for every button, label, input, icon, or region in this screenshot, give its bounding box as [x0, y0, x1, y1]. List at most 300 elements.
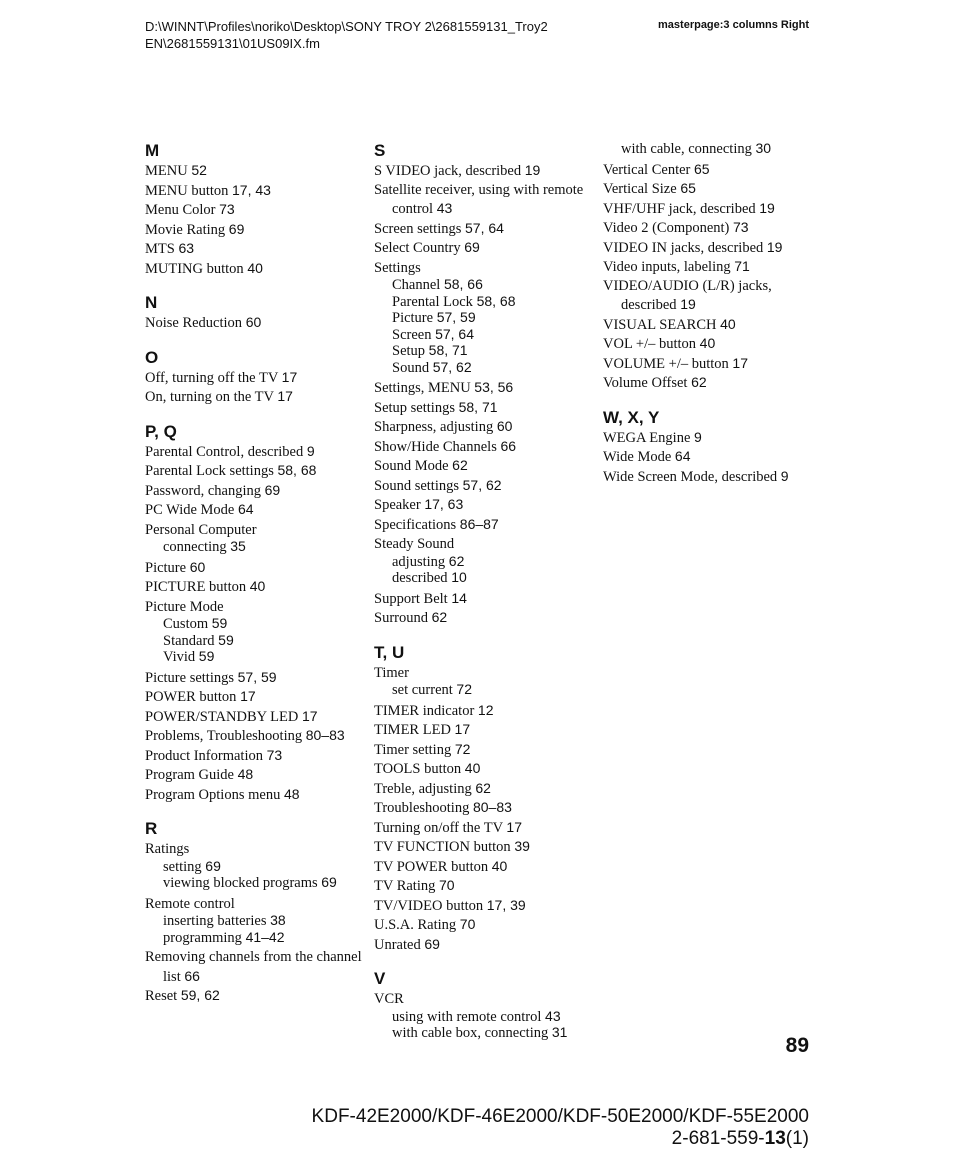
index-entry [603, 315, 828, 335]
index-entry [603, 277, 828, 315]
index-entry [603, 334, 828, 354]
index-subentry [374, 360, 599, 377]
entry-pages: 59 [211, 615, 228, 631]
entry-pages: 71 [734, 258, 750, 274]
model-footer [312, 1106, 809, 1150]
entry-text: Picture [145, 559, 187, 576]
entry-pages: 69 [264, 481, 281, 498]
entry-pages: 52 [191, 162, 207, 178]
entry-pages: 69 [424, 935, 440, 952]
index-entry [145, 707, 370, 727]
entry-text: Vivid [163, 649, 196, 665]
entry-pages: 9 [306, 442, 315, 459]
entry-text: Video inputs, labeling [603, 259, 731, 275]
index-entry [145, 765, 370, 785]
entry-text: VIDEO IN jacks, described [603, 239, 764, 256]
entry-text: TV Rating [374, 878, 436, 894]
entry-text: POWER/STANDBY LED [145, 708, 299, 725]
index-subentries [145, 859, 370, 892]
index-subentry [374, 1025, 599, 1042]
entry-text: Problems, Troubleshooting [145, 728, 303, 744]
entry-text: Personal Computer [145, 521, 257, 538]
entry-pages: 70 [438, 877, 455, 893]
entry-text: connecting [163, 539, 227, 555]
entry-text: using with remote control [392, 1008, 542, 1025]
entry-text: Sound [392, 359, 430, 376]
index-entry [374, 837, 599, 857]
index-subentry [374, 277, 599, 294]
entry-text: PICTURE button [145, 579, 247, 595]
entry-text: Setup [392, 343, 426, 359]
section-heading: S [374, 141, 386, 160]
index-section [145, 422, 370, 805]
entry-text: Picture settings [145, 669, 235, 686]
entry-pages: 69 [321, 874, 337, 890]
index-entry [374, 161, 599, 181]
entry-pages: 62 [452, 457, 468, 473]
entry-pages: 65 [694, 160, 710, 177]
index-entry [603, 218, 828, 238]
document-code-prefix: 2-681-559- [671, 1128, 765, 1149]
entry-pages: 72 [454, 740, 471, 757]
index-subentry [603, 141, 828, 158]
section-heading: M [145, 141, 160, 160]
section-heading: P, Q [145, 421, 177, 441]
index-entry [145, 368, 370, 388]
entry-pages: 57, 59 [436, 309, 476, 325]
index-section [374, 969, 599, 1042]
entry-pages: 12 [477, 701, 494, 718]
entry-text: Show/Hide Channels [374, 438, 497, 455]
entry-text: Turning on/off the TV [374, 819, 503, 836]
entry-pages: 35 [230, 538, 246, 554]
entry-text: MENU [145, 163, 188, 179]
entry-pages: 17, 63 [424, 496, 464, 512]
entry-text: Program Guide [145, 767, 234, 783]
entry-pages: 43 [545, 1007, 561, 1024]
entry-text: MENU button [145, 182, 229, 199]
entry-text: programming [163, 929, 242, 946]
entry-text: Sound Mode [374, 458, 449, 474]
entry-pages: 19 [759, 199, 775, 216]
index-section [374, 141, 599, 628]
entry-pages: 17 [240, 688, 256, 704]
index-subentry [374, 554, 599, 571]
index-entry [145, 577, 370, 597]
index-subentry [145, 539, 370, 556]
entry-text: Noise Reduction [145, 315, 243, 331]
masterpage-label: masterpage:3 columns Right [658, 19, 809, 31]
entry-text: Timer setting [374, 741, 452, 758]
index-entry [145, 387, 370, 407]
index-entry [374, 589, 599, 609]
index-entry [145, 668, 370, 688]
index-subentry [145, 930, 370, 947]
entry-pages: 70 [459, 916, 476, 932]
entry-text: S VIDEO jack, described [374, 163, 522, 179]
entry-pages: 59 [218, 631, 234, 648]
index-entry [374, 417, 599, 437]
entry-text: Custom [163, 616, 209, 632]
section-heading: R [145, 819, 158, 838]
entry-pages: 63 [178, 240, 195, 256]
entry-text: set current [392, 682, 453, 698]
index-section [145, 293, 370, 333]
entry-pages: 62 [691, 374, 707, 390]
entry-pages: 86–87 [459, 515, 499, 532]
entry-text: MUTING button [145, 260, 244, 277]
entry-text: described [392, 570, 448, 586]
entry-pages: 60 [189, 558, 206, 575]
entry-pages: 80–83 [305, 727, 345, 743]
entry-pages: 58, 71 [428, 342, 468, 358]
entry-pages: 65 [680, 180, 696, 196]
index-entry [145, 894, 370, 914]
index-subentry [374, 310, 599, 327]
entry-text: adjusting [392, 553, 446, 570]
entry-text: Menu Color [145, 202, 216, 218]
entry-pages: 59, 62 [180, 987, 220, 1003]
index-entry [145, 948, 370, 986]
index-subentries [374, 1009, 599, 1042]
index-entry [374, 989, 599, 1009]
entry-pages: 72 [456, 681, 472, 697]
entry-text: Setup settings [374, 399, 455, 416]
entry-pages: 48 [283, 785, 300, 802]
index-entry [603, 467, 828, 487]
index-section [145, 819, 370, 1006]
entry-text: Volume Offset [603, 375, 688, 391]
entry-pages: 58, 66 [443, 276, 483, 292]
index-subentry [145, 875, 370, 892]
entry-text: Channel [392, 277, 441, 293]
entry-pages: 10 [451, 569, 467, 585]
entry-pages: 59 [198, 648, 215, 664]
index-entry [145, 481, 370, 501]
index-entry [374, 935, 599, 955]
entry-text: setting [163, 858, 202, 875]
index-entry [603, 428, 828, 448]
entry-pages: 43 [436, 200, 453, 216]
index-entry [603, 160, 828, 180]
entry-pages: 57, 64 [465, 219, 504, 236]
entry-text: Timer [374, 664, 409, 681]
entry-pages: 57, 64 [435, 325, 475, 342]
index-entry [145, 746, 370, 766]
entry-text: with cable box, connecting [392, 1025, 549, 1041]
index-subentry [145, 616, 370, 633]
entry-pages: 69 [464, 239, 480, 255]
index-entry [145, 597, 370, 617]
entry-text: On, turning on the TV [145, 389, 274, 405]
entry-pages: 48 [237, 766, 254, 782]
index-column-1 [145, 141, 370, 1006]
index-entry [374, 720, 599, 740]
entry-pages: 53, 56 [474, 379, 514, 395]
entry-pages: 39 [514, 838, 530, 854]
entry-pages: 80–83 [472, 799, 512, 815]
entry-text: TIMER indicator [374, 702, 475, 719]
index-entry [145, 839, 370, 859]
entry-pages: 17 [281, 368, 298, 385]
index-subentry [145, 633, 370, 650]
index-entry [145, 259, 370, 279]
entry-text: VISUAL SEARCH [603, 316, 717, 333]
entry-text: viewing blocked programs [163, 875, 318, 891]
entry-text: Settings, MENU [374, 380, 471, 396]
index-subentry [145, 913, 370, 930]
entry-pages: 14 [451, 589, 467, 606]
index-entry [603, 373, 828, 393]
section-heading: O [145, 347, 159, 367]
index-entry [374, 534, 599, 554]
entry-text: Movie Rating [145, 221, 226, 238]
entry-text: Picture [392, 310, 434, 326]
entry-pages: 9 [694, 428, 702, 445]
entry-text: VCR [374, 991, 404, 1007]
index-entry [145, 461, 370, 481]
document-code-bold: 13 [764, 1128, 786, 1149]
entry-pages: 73 [266, 746, 283, 763]
index-entry [145, 200, 370, 220]
entry-text: Specifications [374, 516, 457, 533]
file-path-line-2: EN\2681559131\01US09IX.fm [145, 36, 320, 51]
index-entry [145, 785, 370, 805]
entry-text: Removing channels from the channel list [145, 949, 362, 985]
entry-pages: 60 [496, 418, 513, 434]
entry-text: TV FUNCTION button [374, 839, 511, 855]
entry-text: Parental Lock [392, 293, 473, 310]
entry-pages: 19 [680, 296, 696, 312]
index-entry [145, 500, 370, 520]
entry-pages: 40 [720, 315, 736, 332]
file-path-header [145, 18, 548, 52]
entry-pages: 40 [699, 335, 716, 351]
entry-pages: 38 [270, 912, 286, 928]
index-subentries [374, 554, 599, 587]
entry-pages: 57, 62 [432, 358, 472, 375]
entry-pages: 57, 62 [462, 476, 502, 493]
index-entry [374, 456, 599, 476]
entry-text: Password, changing [145, 482, 261, 499]
entry-pages: 17, 39 [486, 896, 526, 913]
index-entry [374, 476, 599, 496]
index-entry [145, 558, 370, 578]
index-entry [145, 220, 370, 240]
section-heading: N [145, 293, 158, 312]
entry-pages: 40 [247, 259, 263, 276]
entry-pages: 62 [475, 779, 491, 796]
index-entry [374, 437, 599, 457]
entry-pages: 17 [277, 388, 293, 404]
index-entry [603, 447, 828, 467]
entry-text: Support Belt [374, 590, 448, 607]
entry-text: Wide Mode [603, 449, 672, 465]
entry-text: Remote control [145, 895, 235, 912]
entry-text: Sound settings [374, 477, 459, 494]
entry-text: Select Country [374, 240, 461, 256]
index-subentry [374, 682, 599, 699]
index-entry [145, 986, 370, 1006]
index-entry [374, 818, 599, 838]
index-subentry [374, 1009, 599, 1026]
entry-pages: 69 [228, 220, 245, 237]
index-entry [374, 740, 599, 760]
entry-text: VIDEO/AUDIO (L/R) jacks, described [603, 277, 772, 313]
index-section [603, 160, 828, 393]
entry-text: Vertical Center [603, 161, 691, 178]
entry-text: VOLUME +/– button [603, 355, 729, 372]
entry-text: Steady Sound [374, 536, 455, 552]
index-subentries [145, 913, 370, 946]
entry-pages: 66 [184, 967, 200, 984]
entry-pages: 17, 43 [232, 181, 271, 198]
entry-pages: 58, 68 [476, 292, 516, 309]
entry-text: MTS [145, 241, 175, 257]
entry-text: Wide Screen Mode, described [603, 468, 778, 485]
document-code [312, 1128, 809, 1150]
entry-text: Picture Mode [145, 598, 224, 615]
entry-text: Surround [374, 610, 428, 626]
entry-pages: 58, 71 [458, 398, 498, 415]
entry-text: TOOLS button [374, 761, 462, 777]
index-entry [374, 779, 599, 799]
index-subentry [374, 570, 599, 587]
index-subentries [374, 277, 599, 376]
index-entry [374, 896, 599, 916]
entry-pages: 9 [780, 467, 789, 484]
entry-text: Reset [145, 988, 178, 1004]
page-number: 89 [785, 1034, 809, 1057]
entry-pages: 17 [302, 707, 318, 724]
entry-text: inserting batteries [163, 913, 267, 929]
entry-text: Unrated [374, 936, 421, 953]
entry-pages: 57, 59 [237, 668, 277, 685]
entry-pages: 62 [448, 552, 465, 569]
entry-text: Satellite receiver, using with remote control [374, 181, 584, 217]
index-entry [145, 726, 370, 746]
entry-text: PC Wide Mode [145, 502, 235, 518]
index-entry [374, 238, 599, 258]
index-subentry [374, 294, 599, 311]
index-entry [145, 239, 370, 259]
entry-pages: 17 [732, 354, 748, 371]
entry-text: Program Options menu [145, 786, 281, 803]
index-subentry [145, 649, 370, 666]
index-entry [374, 181, 599, 219]
index-subentries [374, 682, 599, 699]
section-heading: T, U [374, 642, 405, 662]
index-entry [145, 442, 370, 462]
entry-pages: 64 [238, 501, 254, 517]
index-entry [374, 876, 599, 896]
continued-subentries [603, 141, 828, 158]
entry-text: Parental Lock settings [145, 463, 274, 479]
index-entry [374, 219, 599, 239]
index-entry [374, 515, 599, 535]
entry-text: WEGA Engine [603, 429, 691, 446]
entry-text: Product Information [145, 747, 263, 764]
entry-pages: 17 [506, 818, 522, 835]
entry-pages: 31 [551, 1024, 568, 1040]
index-column-3 [603, 141, 828, 486]
entry-pages: 30 [755, 140, 772, 156]
index-subentry [374, 327, 599, 344]
index-entry [374, 798, 599, 818]
index-subentries [145, 539, 370, 556]
entry-pages: 64 [674, 448, 691, 464]
entry-text: Screen [392, 326, 432, 343]
entry-pages: 41–42 [245, 928, 285, 945]
index-column-2 [374, 141, 599, 1044]
entry-text: VHF/UHF jack, described [603, 200, 756, 217]
entry-text: Settings [374, 259, 421, 276]
index-entry [374, 608, 599, 628]
entry-pages: 40 [464, 760, 481, 776]
entry-text: VOL +/– button [603, 336, 697, 352]
entry-text: Ratings [145, 841, 190, 857]
entry-text: Treble, adjusting [374, 780, 472, 797]
entry-pages: 66 [500, 437, 517, 454]
index-entry [145, 520, 370, 540]
entry-text: Standard [163, 632, 215, 649]
entry-text: Vertical Size [603, 181, 677, 197]
index-entry [374, 378, 599, 398]
document-code-suffix: (1) [785, 1128, 809, 1149]
index-entry [374, 857, 599, 877]
index-entry [374, 495, 599, 515]
entry-text: Off, turning off the TV [145, 369, 279, 386]
index-subentry [374, 343, 599, 360]
entry-pages: 69 [205, 857, 221, 874]
index-entry [374, 258, 599, 278]
model-numbers: KDF-42E2000/KDF-46E2000/KDF-50E2000/KDF-55E2000 [311, 1106, 809, 1127]
entry-text: Parental Control, described [145, 443, 304, 460]
index-subentries [145, 616, 370, 666]
index-subentry [145, 859, 370, 876]
entry-text: Screen settings [374, 220, 462, 237]
entry-text: Video 2 (Component) [603, 220, 730, 236]
index-entry [145, 161, 370, 181]
index-entry [374, 701, 599, 721]
entry-pages: 17 [454, 721, 471, 737]
index-entry [603, 238, 828, 258]
entry-pages: 19 [766, 238, 783, 255]
index-entry [374, 759, 599, 779]
entry-text: TV/VIDEO button [374, 897, 484, 914]
file-path-line-1: D:\WINNT\Profiles\noriko\Desktop\SONY TROY 2\2681559131_Troy2 [145, 19, 548, 34]
entry-text: Sharpness, adjusting [374, 419, 494, 435]
entry-pages: 73 [733, 219, 749, 235]
index-entry [603, 199, 828, 219]
index-entry [374, 398, 599, 418]
section-heading: V [374, 969, 386, 988]
index-section [145, 348, 370, 407]
entry-pages: 60 [245, 314, 262, 330]
entry-text: Troubleshooting [374, 800, 470, 816]
entry-pages: 19 [524, 162, 541, 178]
index-entry [145, 687, 370, 707]
entry-pages: 40 [491, 857, 508, 874]
section-heading: W, X, Y [603, 407, 660, 427]
index-section [374, 643, 599, 955]
entry-text: Speaker [374, 497, 421, 513]
index-entry [145, 313, 370, 333]
entry-text: with cable, connecting [621, 141, 752, 157]
entry-text: TIMER LED [374, 722, 451, 738]
index-entry [145, 181, 370, 201]
index-section [145, 141, 370, 278]
